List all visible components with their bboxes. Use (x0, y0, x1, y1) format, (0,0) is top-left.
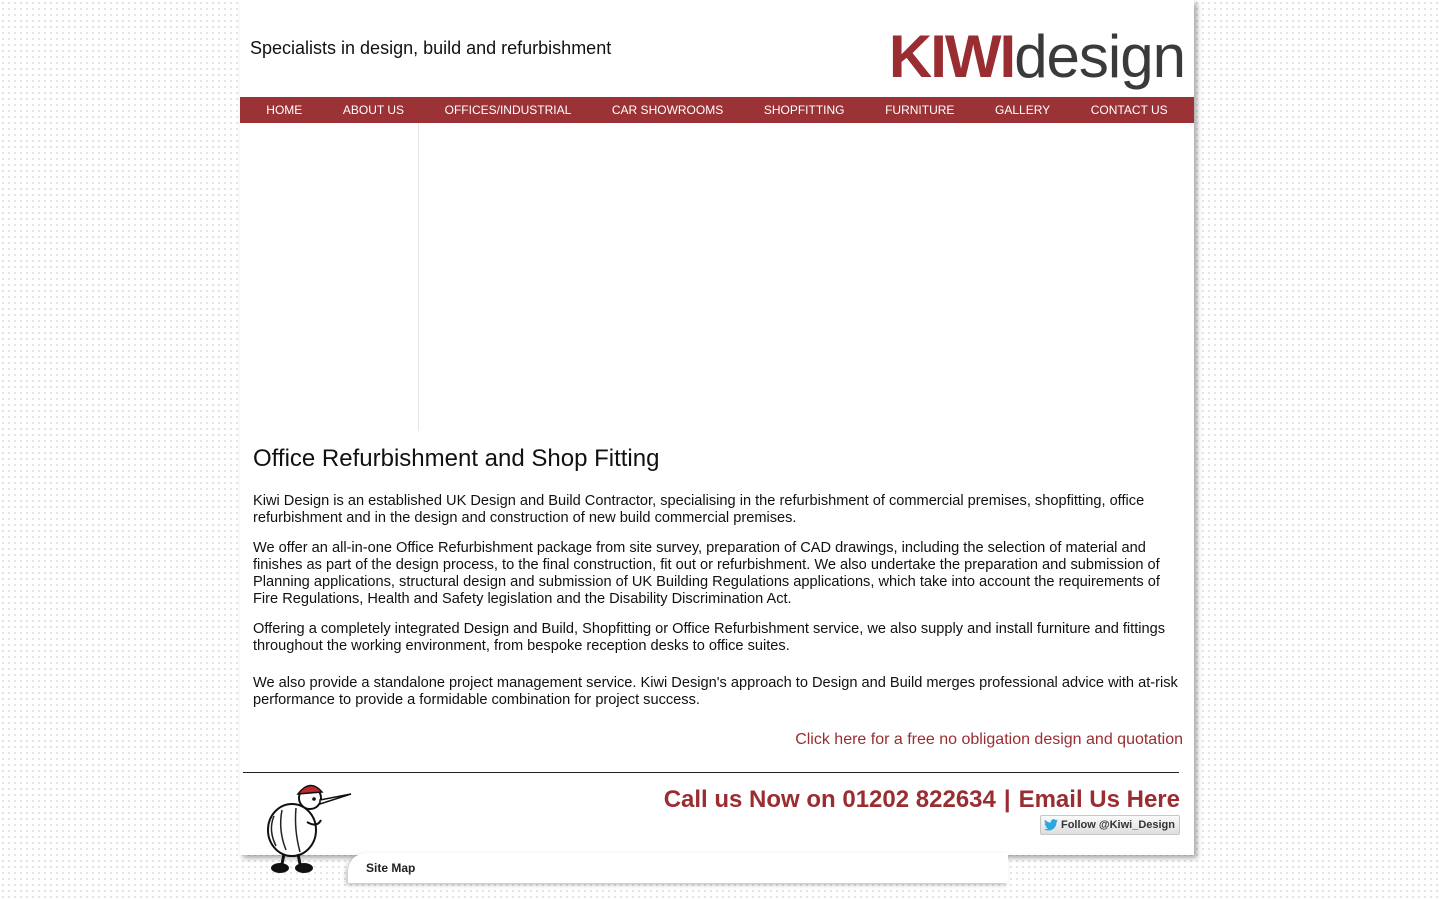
kiwi-mascot-icon (252, 776, 352, 876)
free-quotation-link[interactable]: Click here for a free no obligation design and quotation (795, 731, 1183, 748)
nav-about-us[interactable]: ABOUT US (342, 103, 405, 117)
nav-offices-industrial[interactable]: OFFICES/INDUSTRIAL (444, 103, 572, 117)
intro-paragraph: Kiwi Design is an established UK Design and Build Contractor, specialising in the refurbishment of commercial premises, shopfitting, office refurbishment and in the design and construction of new build commercial premises. (253, 493, 1145, 526)
site-tagline: Specialists in design, build and refurbishment (250, 38, 612, 58)
twitter-bird-icon (1044, 819, 1058, 831)
package-paragraph: We offer an all-in-one Office Refurbishment package from site survey, preparation of CAD drawings, including the selection of material and finishes as part of the design process, to the final construction, fit out or refurbishment. We also undertake the preparation and submission of Planning applications, structural design and submission of UK Building Regulations applications, which take into account the requirements of Fire Regulations, Health and Safety legislation and the Disability Discrimination Act. (253, 540, 1160, 607)
project-management-paragraph: We also provide a standalone project management service. Kiwi Design's approach to Design and Build merges professional advice with at-risk performance to provide a formidable combination for project success. (253, 675, 1178, 708)
sitemap-tab (348, 853, 1008, 883)
email-us-link[interactable]: Email Us Here (1018, 786, 1180, 813)
nav-home[interactable]: HOME (266, 103, 303, 117)
logo-bold-text: KIWI (888, 23, 1015, 90)
nav-furniture[interactable]: FURNITURE (885, 103, 955, 117)
nav-gallery[interactable]: GALLERY (995, 103, 1051, 117)
page-container (240, 0, 1194, 855)
call-separator: | (1003, 786, 1011, 813)
logo-thin-text: design (1014, 23, 1185, 90)
page-title: Office Refurbishment and Shop Fitting (253, 445, 660, 472)
integrated-service-paragraph: Offering a completely integrated Design and Build, Shopfitting or Office Refurbishment service, we also supply and install furniture and fittings throughout the working environment, from bespoke reception desks to office suites. (253, 621, 1166, 654)
nav-contact-us[interactable]: CONTACT US (1090, 103, 1168, 117)
footer-divider (243, 772, 1179, 773)
banner-divider (418, 123, 419, 431)
phone-number-text: Call us Now on 01202 822634 (663, 786, 996, 813)
call-us-banner (664, 786, 1180, 814)
twitter-follow-button[interactable] (1040, 815, 1180, 835)
nav-shopfitting[interactable]: SHOPFITTING (763, 103, 845, 117)
main-nav (240, 97, 1194, 123)
main-content (253, 445, 1183, 749)
follow-button-label: Follow @Kiwi_Design (1060, 819, 1175, 831)
banner-area (240, 123, 1194, 431)
nav-car-showrooms[interactable]: CAR SHOWROOMS (611, 103, 724, 117)
site-map-link[interactable]: Site Map (366, 861, 416, 875)
kiwi-design-logo[interactable] (889, 20, 1185, 94)
